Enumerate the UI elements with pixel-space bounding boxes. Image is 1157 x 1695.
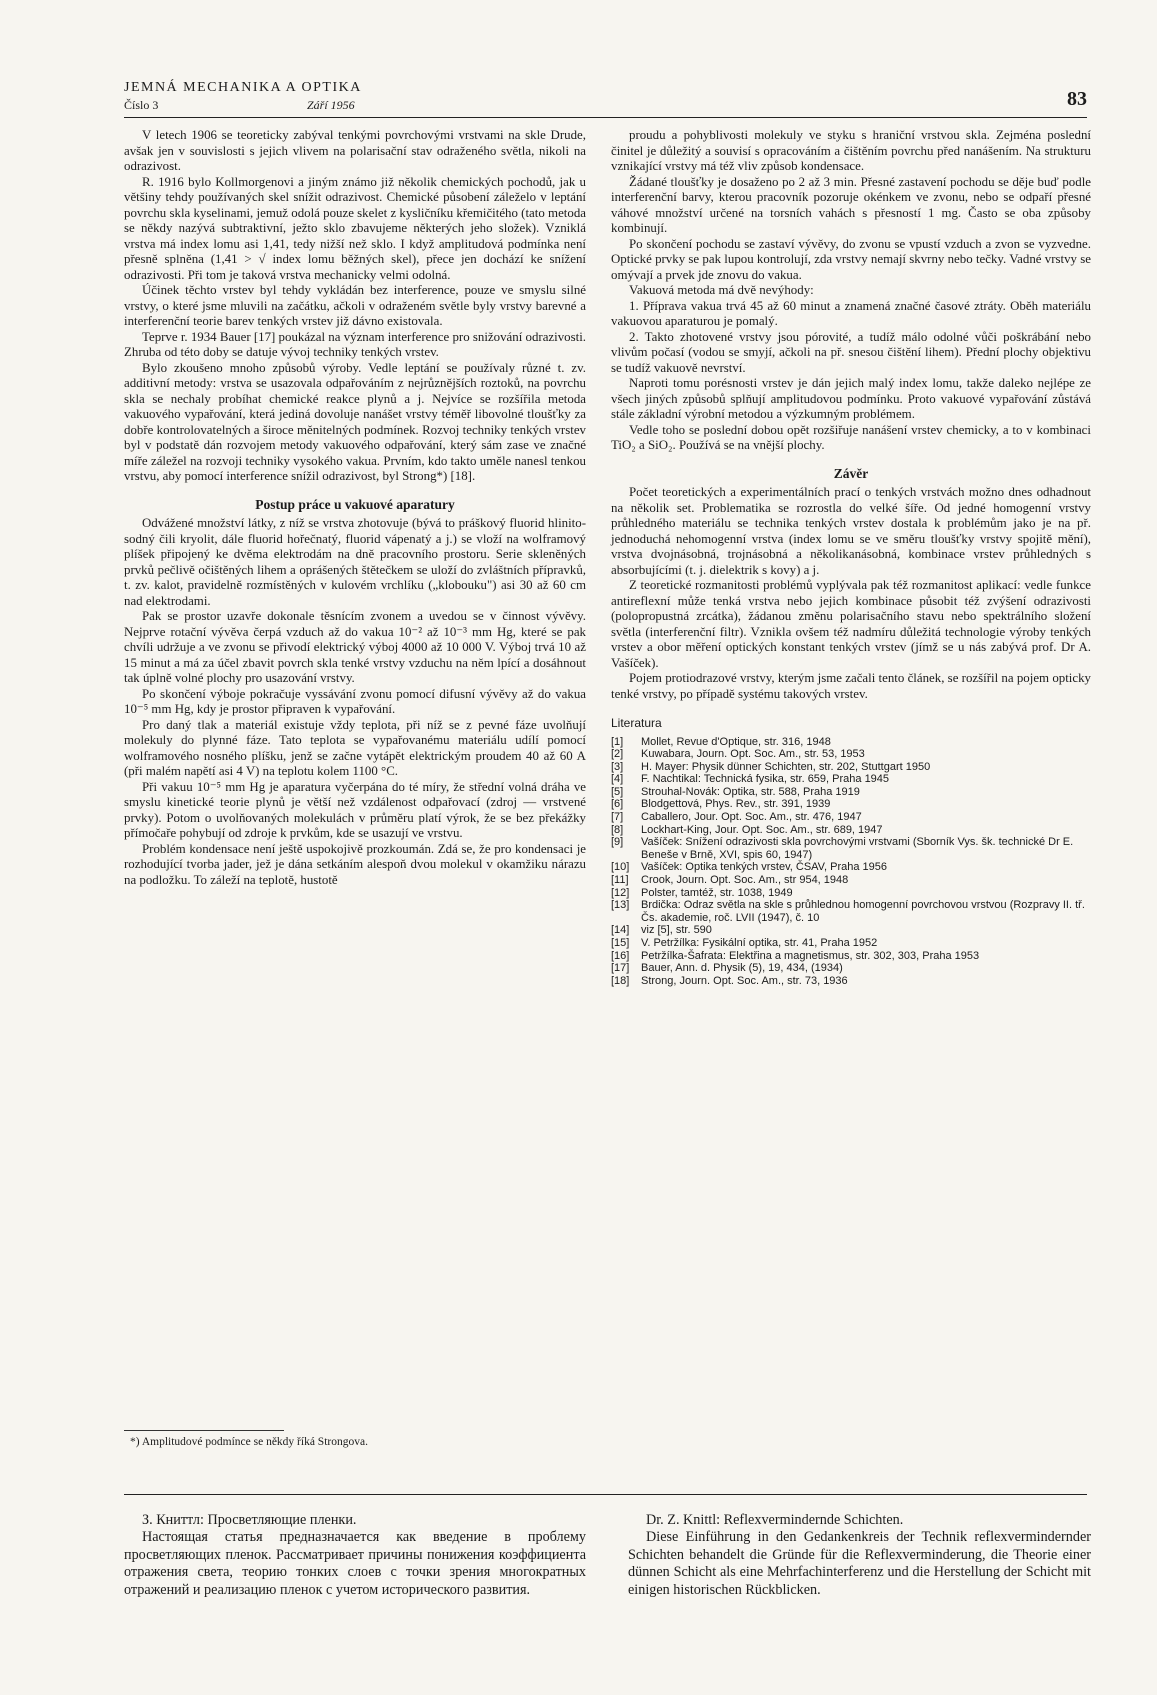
reference-number: [13] xyxy=(611,899,630,912)
reference-number: [17] xyxy=(611,962,630,975)
reference-number: [2] xyxy=(611,748,624,761)
reference-number: [4] xyxy=(611,773,624,786)
paragraph: proudu a pohyblivosti molekuly ve styku s hraniční vrstvou skla. Zejména poslední činitel je důležitý a souvisí s opracováním a čištěním povrchu před nanášením. Na strukturu vznikající vrstvy má též vliv způsob kondensace. xyxy=(611,128,1091,173)
reference-item xyxy=(611,899,1091,924)
paragraph: Po skončení pochodu se zastaví vývěvy, do zvonu se vpustí vzduch a zvon se vyzvedne. Optické prvky se pak lupou kontrolují, zda vrstvy nemají skvrny nebo tečky. Vadné vrstvy se omývají a prvek jde znovu do vakua. xyxy=(611,236,1091,282)
reference-text: V. Petržílka: Fysikální optika, str. 41, Praha 1952 xyxy=(641,937,878,949)
reference-item xyxy=(611,937,1091,950)
reference-item xyxy=(611,748,1091,761)
paragraph: Teprve r. 1934 Bauer [17] poukázal na význam interference pro snižování odrazivosti. Zhruba od této doby se datuje vývoj techniky tenkých vrstev. xyxy=(124,329,587,359)
reference-text: Vašíček: Snížení odrazivosti skla povrchovými vrstvami (Sborník Vys. šk. technické Dr E. Beneše v Brně, XVI, spis 60, 1947) xyxy=(641,836,1074,861)
reference-text: Polster, tamtéž, str. 1038, 1949 xyxy=(641,886,793,899)
abstract-title: З. Книттл: Просветляющие пленки. xyxy=(142,1512,357,1528)
reference-item xyxy=(611,761,1091,774)
journal-title: JEMNÁ MECHANIKA A OPTIKA xyxy=(124,80,362,95)
paragraph: Pro daný tlak a materiál existuje vždy teplota, při níž se z pevné fáze uvolňují molekuly do plynné fáze. Tato teplota se vypařovanému materiálu udílí pomocí wolframového nosného plíšku, jenž se začne vytápět elektrickým proudem 40 až 60 A (při malém napětí asi 4 V) na teplotu kolem 1100 °C. xyxy=(124,717,586,778)
paragraph: Vakuová metoda má dvě nevýhody: xyxy=(629,283,814,297)
reference-text: Strong, Journ. Opt. Soc. Am., str. 73, 1936 xyxy=(641,974,848,987)
paragraph: Problém kondensace není ještě uspokojivě prozkoumán. Zdá se, že pro kondensaci je rozhodující tvorba jader, jež je dána setkáním alespoň dvou molekul v okamžiku nárazu na podložku. To záleží na teplotě, hustotě xyxy=(124,841,586,887)
left-column xyxy=(124,128,586,888)
reference-item xyxy=(611,836,1091,861)
reference-number: [3] xyxy=(611,760,624,773)
reference-text: Caballero, Jour. Opt. Soc. Am., str. 476, 1947 xyxy=(641,811,862,824)
reference-number: [11] xyxy=(611,874,629,887)
reference-text: F. Nachtikal: Technická fysika, str. 659, Praha 1945 xyxy=(641,773,890,786)
paragraph: Počet teoretických a experimentálních prací o tenkých vrstvách možno dnes odhadnout na několik set. Problematika se rozrostla do velké šíře. Od jedné homogenní vrstvy průhledného materiálu se technika tenkých vrstev dostala k problémům jako je na př. jednoduchá nehomogenní vrstva (index lomu se ve směru tloušťky vrstvy spojitě mění), vrstva dvojnásobná, trojnásobná a několikanásobná, kombinace vrstev průhledných s absorbujícími (t. j. dielektrik s kovy) a j. xyxy=(611,485,1091,577)
reference-text: Kuwabara, Journ. Opt. Soc. Am., str. 53, 1953 xyxy=(641,748,865,761)
paragraph: Vedle toho se poslední dobou opět rozšiřuje nanášení vrstev chemicky, a to v kombinaci TiO₂ a SiO₂. Používá se na vnější plochy. xyxy=(611,422,1091,452)
reference-item xyxy=(611,975,1091,988)
reference-number: [1] xyxy=(611,735,624,748)
reference-number: [10] xyxy=(611,861,630,874)
abstract-german xyxy=(628,1512,1091,1599)
reference-number: [14] xyxy=(611,924,630,937)
reference-item xyxy=(611,811,1091,824)
page-number: 83 xyxy=(1067,88,1087,110)
reference-item xyxy=(611,824,1091,837)
reference-item xyxy=(611,962,1091,975)
paragraph: Po skončení výboje pokračuje vyssávání zvonu pomocí difusní vývěvy až do vakua 10⁻⁵ mm Hg, kdy je prostor připraven k vypařování. xyxy=(124,686,586,716)
section-heading: Postup práce u vakuové aparatury xyxy=(255,496,455,512)
right-column xyxy=(611,128,1091,987)
paragraph: Bylo zkoušeno mnoho způsobů výroby. Vedle leptání se používaly různé t. zv. additivní metody: vrstva se usazovala odpařováním z nejrůznějších roztoků, na povrchu skla se nechaly probíhat chemické reakce plynů a j. Nejvíce se rozšířila metoda vakuového vypařování, která jediná dovoluje nanášet vrstvy téměř libovolné tloušťky za dobře kontrolovatelných a široce měnitelných podmínek. Rozvoj techniky tenkých vrstev byl v podstatě dán rozvojem metody vakuového odpařování, který sám zase ve značné míře záležel na rozvoji techniky vysokého vakua. Prvním, kdo takto uměle nanesl tenkou vrstvu, aby pomocí interference snížil odrazivost, byl Strong*) [18]. xyxy=(124,360,586,483)
header-rule xyxy=(124,117,1087,118)
abstract-text: Настоящая статья предназначается как введение в проблему просветляющих пленок. Рассматривает причины понижения коэффициента отражения света, теорию тонких слоев с точки зрения многократных отражений и реализацию пленок с учетом исторического развития. xyxy=(124,1529,586,1598)
paragraph: V letech 1906 se teoreticky zabýval tenkými povrchovými vrstvami na skle Drude, avšak jen v souvislosti s jejich vlivem na polarisační stav odraženého světla, nikoli na odrazivost. xyxy=(124,128,586,173)
section-heading: Závěr xyxy=(833,465,869,481)
paragraph: 1. Příprava vakua trvá 45 až 60 minut a znamená značné časové ztráty. Oběh materiálu vakuovou aparaturou je pomalý. xyxy=(611,298,1091,328)
reference-text: Strouhal-Novák: Optika, str. 588, Praha 1919 xyxy=(641,785,860,798)
reference-text: Brdička: Odraz světla na skle s průhlednou homogenní povrchovou vrstvou (Rozpravy II. tř. Čs. akademie, roč. LVII (1947), č. 10 xyxy=(641,899,1085,924)
paragraph: Pak se prostor uzavře dokonale těsnícím zvonem a uvedou se v činnost vývěvy. Nejprve rotační vývěva čerpá vzduch až do vakua 10⁻² až 10⁻³ mm Hg, které se pak chvíli udržuje a ve zvonu se přivodí elektrický výboj 4000 až 10 000 V. Výboj trvá 10 až 15 minut a má za účel zbavit povrch skla tenké vrstvy vzduchu na něm lpící a dosáhnout tak úplně volné plochy pro usazování vrstvy. xyxy=(124,609,586,685)
abstract-russian xyxy=(124,1512,586,1599)
paragraph: Účinek těchto vrstev byl tehdy vykládán bez interference, pouze ve smyslu silné vrstvy, o které jsme mluvili na začátku, ačkoli v odraženém světle byly vrstvy barevné a interferenční teorie barev tenkých vrstev již dávno existovala. xyxy=(124,283,586,328)
reference-number: [16] xyxy=(611,949,630,962)
paragraph: Žádané tloušťky je dosaženo po 2 až 3 min. Přesné zastavení pochodu se děje buď podle interferenční barvy, kterou pracovník pozoruje okénkem ve zvonu, nebo se odpaří přesné váhové množství určené na torsních vahách s přesností 1 mg. Často se oba způsoby kombinují. xyxy=(611,174,1091,235)
paragraph: Odvážené množství látky, z níž se vrstva zhotovuje (bývá to práškový fluorid hlinito-sodný čili kryolit, dále fluorid hořečnatý, fluorid vápenatý a j.) se vloží na wolframový plíšek připojený ke dvěma elektrodám na dně pracovního prostoru. Serie skleněných prvků pečlivě očištěných lihem a oprášených štětečkem se uloží do zvláštních přípravků, t. zv. kalot, pravidelně rozmístěných v kulovém vrchlíku („klobouku") asi 30 až 60 cm nad elektrodami. xyxy=(124,516,586,608)
reference-number: [9] xyxy=(611,836,624,849)
abstract-title: Dr. Z. Knittl: Reflexvermindernde Schichten. xyxy=(646,1512,904,1528)
paragraph: 2. Takto zhotovené vrstvy jsou pórovité, a tudíž málo odolné vůči poškrábání nebo vlivům počasí (vodou se smyjí, ačkoli na př. snesou čištění lihem). Přední plochy objektivu se tudíž vakuově nevrství. xyxy=(611,329,1091,375)
reference-number: [6] xyxy=(611,798,624,811)
reference-text: Vašíček: Optika tenkých vrstev, ČSAV, Praha 1956 xyxy=(641,861,887,874)
reference-number: [5] xyxy=(611,785,624,798)
abstract-rule xyxy=(124,1494,1087,1495)
reference-list xyxy=(611,736,1091,988)
reference-text: Mollet, Revue d'Optique, str. 316, 1948 xyxy=(641,735,831,748)
reference-item xyxy=(611,887,1091,900)
reference-text: viz [5], str. 590 xyxy=(641,924,712,937)
literature-heading: Literatura xyxy=(611,716,662,730)
reference-item xyxy=(611,798,1091,811)
reference-text: Petržílka-Šafrata: Elektřina a magnetismus, str. 302, 303, Praha 1953 xyxy=(641,949,980,962)
reference-number: [7] xyxy=(611,811,624,824)
abstract-text: Diese Einführung in den Gedankenkreis der Technik reflexvermindernder Schichten behandelt die Gründe für die Reflexverminderung, die Theorie einer dünnen Schicht als eine Mehrfachinterferenz und die Herstellung der Schicht mit einigen historischen Rückblicken. xyxy=(628,1529,1091,1598)
reference-item xyxy=(611,924,1091,937)
footnote: *) Amplitudové podmínce se někdy říká Strongova. xyxy=(130,1436,368,1448)
reference-text: Lockhart-King, Jour. Opt. Soc. Am., str. 689, 1947 xyxy=(641,823,883,836)
reference-text: Blodgettová, Phys. Rev., str. 391, 1939 xyxy=(641,798,831,811)
reference-number: [15] xyxy=(611,937,630,949)
paragraph: Z teoretické rozmanitosti problémů vyplývala pak též rozmanitost aplikací: vedle funkce antireflexní může tenká vrstva nebo jejich kombinace působit též zvýšení odrazivosti (polopropustná zrcátka), žádanou změnu polarisačního stavu nebo spektrálního složení světla (interferenční filtr). Vznikla ovšem též nadmíru důležitá technologie výroby tenkých vrstev a obor měření optických konstant tenkých vrstev (jímž se u nás zabývá prof. Dr A. Vašíček). xyxy=(611,578,1091,670)
reference-number: [18] xyxy=(611,974,630,987)
footnote-rule xyxy=(124,1430,284,1431)
reference-item xyxy=(611,950,1091,963)
reference-number: [12] xyxy=(611,886,630,899)
issue-date: Září 1956 xyxy=(307,98,355,112)
reference-item xyxy=(611,861,1091,874)
reference-text: H. Mayer: Physik dünner Schichten, str. 202, Stuttgart 1950 xyxy=(641,760,931,773)
reference-text: Bauer, Ann. d. Physik (5), 19, 434, (1934) xyxy=(641,962,843,975)
reference-item xyxy=(611,773,1091,786)
paragraph: Při vakuu 10⁻⁵ mm Hg je aparatura vyčerpána do té míry, že střední volná dráha ve smyslu kinetické teorie plynů je větší než vzdálenost odpařovací (zdroj — vrstvené prvky). Potom o uvolňovaných molekulách v průměru platí výrok, že se bez překážky přímočaře pohybují od zdroje k prvkům, kde se usazují ve vrstvu. xyxy=(124,779,586,840)
paragraph: R. 1916 bylo Kollmorgenovi a jiným známo již několik chemických pochodů, jak u většiny tehdy používaných skel snížit odrazivost. Chemické působení záleželo v leptání povrchu skla kyselinami, jemuž odolá pouze skelet z kysličníku křemičitého (tato metoda se někdy nazývá subtraktivní, ježto sklo zbavujeme některých jeho složek). Vzniklá vrstva má index lomu asi 1,41, tedy nižší než sklo. I když amplitudová podmínka není přesně splněna (1,41 > √ index lomu běžných skel), přece jen dochází ke snížení odrazivosti. Při tom je taková vrstva mechanicky velmi odolná. xyxy=(124,174,586,282)
reference-number: [8] xyxy=(611,823,624,836)
paragraph: Pojem protiodrazové vrstvy, kterým jsme začali tento článek, se rozšířil na pojem opticky tenké vrstvy, po případě systému takových vrstev. xyxy=(611,671,1091,701)
reference-item xyxy=(611,874,1091,887)
reference-item xyxy=(611,736,1091,749)
paragraph: Naproti tomu porésnosti vrstev je dán jejich malý index lomu, takže daleko nejlépe ze všech jiných způsobů splňují amplitudovou podmínku. Proto vakuové vypařování zůstává stále základní výrobní metodou a výzkumným problémem. xyxy=(611,376,1091,421)
reference-item xyxy=(611,786,1091,799)
issue-number: Číslo 3 xyxy=(124,98,159,112)
reference-text: Crook, Journ. Opt. Soc. Am., str 954, 1948 xyxy=(641,874,849,887)
